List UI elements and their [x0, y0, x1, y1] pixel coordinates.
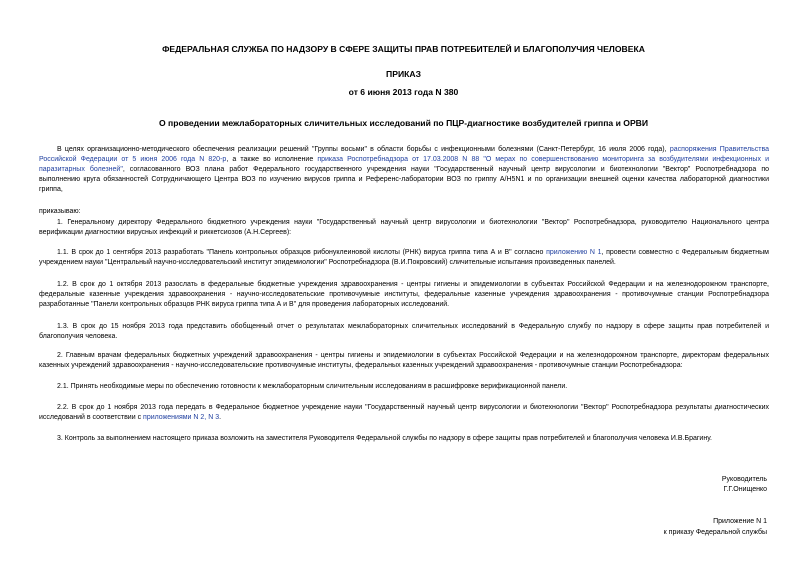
paragraph-1-2: [39, 280, 769, 310]
paragraph-text: , провести совместно с Федеральным бюджетным: [601, 249, 769, 256]
document-date-number: от 6 июня 2013 года N 380: [348, 87, 459, 97]
paragraph-text: 2.2. В срок до 1 ноября 2013 года передать в Федеральное бюджетное учреждение науки "Государственный научный центр вирусологии и биотехнологии "Вектор" Роспотребнадзора результаты диагностических: [57, 404, 769, 411]
agency-heading: ФЕДЕРАЛЬНАЯ СЛУЖБА ПО НАДЗОРУ В СФЕРЕ ЗАЩИТЫ ПРАВ ПОТРЕБИТЕЛЕЙ И БЛАГОПОЛУЧИЯ ЧЕЛОВЕКА: [162, 44, 645, 54]
paragraph-text: учреждением науки "Центральный научно-исследовательский институт эпидемиологии" Роспотребнадзора (В.И.Покровский) сличительные испытания произведенных панелей.: [39, 259, 616, 266]
document-type: ПРИКАЗ: [386, 69, 421, 79]
order-word: приказываю:: [39, 208, 81, 215]
appendix-title: Приложение N 1: [713, 518, 767, 525]
signature-role: Руководитель: [721, 476, 767, 483]
intro-text: выполнению круга обязанностей Сотрудничающего Центра ВОЗ по изучению вирусов гриппа и Референс-лаборатории ВОЗ по гриппу A/H5N1 и по организации внешней оценки качества лабораторной диагностики: [39, 176, 769, 183]
intro-text: гриппа,: [39, 186, 63, 193]
paragraph-text: казенных учреждений здравоохранения - научно-исследовательские противочумные институты, федеральных казенных учреждений здравоохранения - противочумные станции Роспотребнадзора:: [39, 362, 683, 369]
signature-name: Г.Г.Онищенко: [723, 486, 767, 493]
paragraph-2-1: [39, 382, 769, 392]
paragraph-text: 2. Главным врачам федеральных бюджетных учреждений здравоохранения - центры гигиены и эпидемиологии в субъектах Российской Федерации и на железнодорожном транспорте, директорам федеральных: [57, 352, 769, 359]
link-rospotrebnadzor-order-cont[interactable]: паразитарных болезней": [39, 166, 123, 173]
paragraph-text: 1.2. В срок до 1 октября 2013 разослать в федеральные бюджетные учреждения здравоохранения - центры гигиены и эпидемиологии в субъектах Российской Федерации и на железнодорожном транспорте,: [57, 281, 769, 288]
paragraph-1: [39, 218, 769, 238]
paragraph-text: верификации диагностики вирусных инфекций и риккетсиозов (А.Н.Сергеев):: [39, 229, 292, 236]
link-government-order[interactable]: распоряжения Правительства: [669, 146, 769, 153]
link-appendix-1[interactable]: приложению N 1: [546, 249, 602, 256]
link-rospotrebnadzor-order[interactable]: приказа Роспотребнадзора от 17.03.2008 N 88 "О мерах по совершенствованию мониторинга за возбудителями инфекционных и: [317, 156, 769, 163]
paragraph-3: [39, 434, 769, 444]
link-government-order-cont[interactable]: Российской Федерации от 5 июня 2006 года N 820-р: [39, 156, 227, 163]
paragraph-text: 1. Генеральному директору Федерального бюджетного учреждения науки "Государственный научный центр вирусологии и биотехнологии "Вектор" Роспотребнадзора, руководителю Национального центра: [57, 219, 769, 226]
paragraph-1-3: [39, 322, 769, 342]
paragraph-text: .: [219, 414, 222, 421]
paragraph-text: 1.3. В срок до 15 ноября 2013 года представить обобщенный отчет о результатах межлабораторных сличительных исследований в Федеральную службу по надзору в сфере защиты прав потребителей и: [57, 323, 769, 330]
intro-paragraph: [39, 145, 769, 195]
link-appendices-2-3[interactable]: приложениями N 2, N 3: [143, 414, 220, 421]
intro-text: , согласованного ВОЗ плана работ Федерального государственного учреждения науки "Государственный научный центр вирусологии и биотехнологии "Вектор" Роспотребнадзора по: [122, 166, 770, 173]
paragraph-2-2: [39, 403, 769, 423]
intro-text: , а также во исполнение: [226, 156, 318, 163]
appendix-subtitle: к приказу Федеральной службы: [663, 529, 767, 536]
paragraph-1-1: [39, 248, 769, 268]
paragraph-text: разработанные "Панели контрольных образцов РНК вируса гриппа типа А и В" для проведения лабораторных исследований.: [39, 301, 450, 308]
paragraph-text: 2.1. Принять необходимые меры по обеспечению готовности к межлабораторным сличительным исследованиям в расшифровке верификационной панели.: [57, 383, 568, 390]
paragraph-2: [39, 351, 769, 371]
paragraph-text: исследований в соответствии с: [39, 414, 144, 421]
document-title: О проведении межлабораторных сличительных исследований по ПЦР-диагностике возбудителей гриппа и ОРВИ: [158, 118, 649, 128]
paragraph-text: 1.1. В срок до 1 сентября 2013 разработать "Панель контрольных образцов рибонуклеиновой кислоты (РНК) вируса гриппа типа А и В" согласно: [57, 249, 547, 256]
paragraph-text: 3. Контроль за выполнением настоящего приказа возложить на заместителя Руководителя Федеральной службы по надзору в сфере защиты прав потребителей и благополучия человека И.В.Брагину.: [57, 435, 712, 442]
paragraph-text: федеральные казенные учреждения здравоохранения - научно-исследовательские противочумные институты, федеральные казенные учреждения здравоохранения - противочумные станции Роспотребнадзора: [39, 291, 769, 298]
paragraph-text: благополучия человека.: [39, 333, 118, 340]
intro-text: В целях организационно-методического обеспечения реализации решений "Группы восьми" в области борьбы с инфекционными болезнями (Санкт-Петербург, 16 июля 2006 года),: [57, 146, 670, 153]
